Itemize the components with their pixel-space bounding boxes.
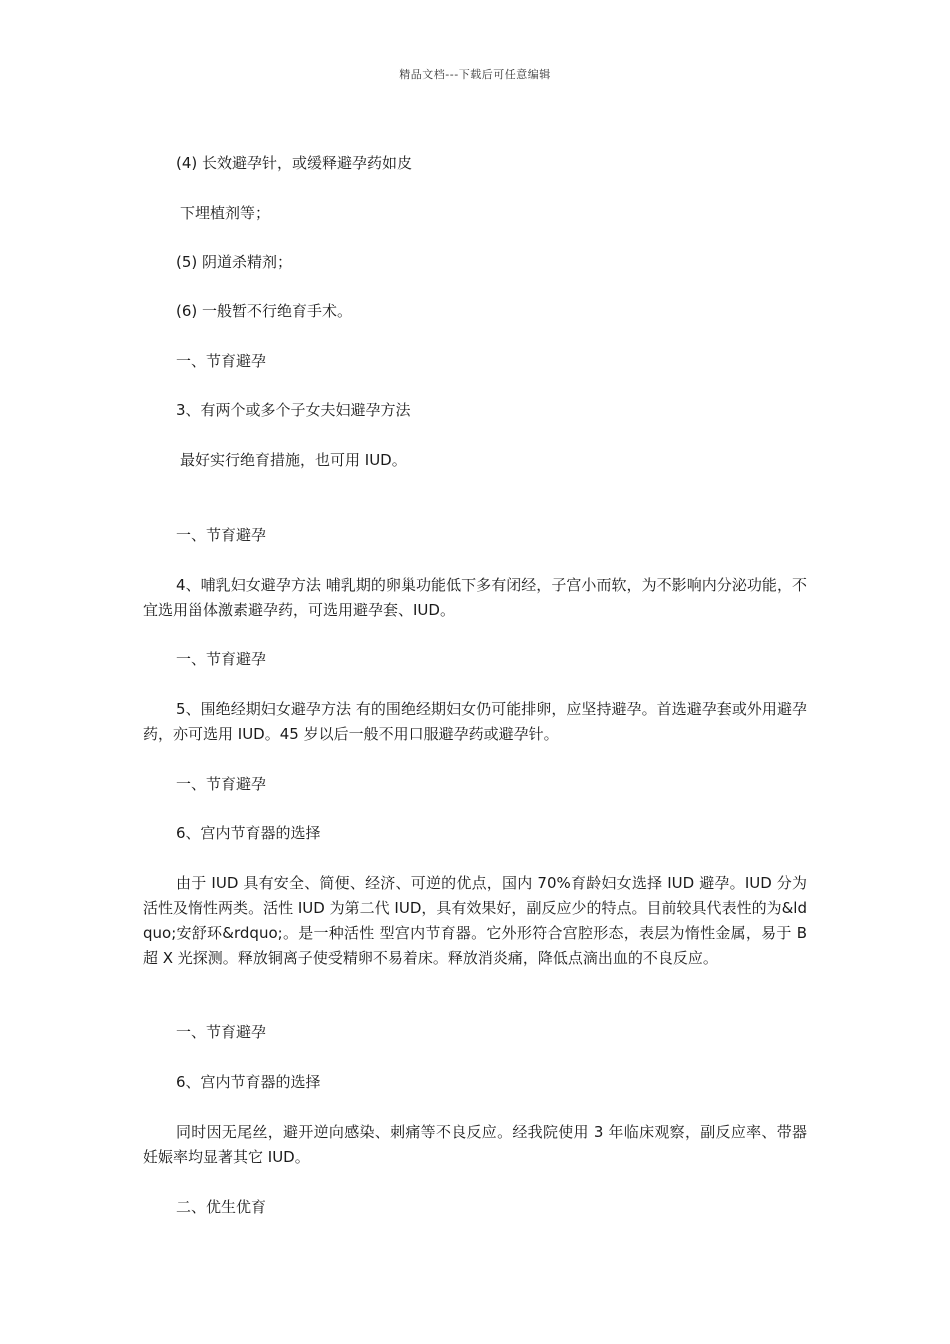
section-heading: 一、节育避孕 (176, 526, 267, 544)
paragraph-item-6: (6) 一般暂不行绝育手术。 (176, 302, 353, 320)
section-heading-eugenics: 二、优生优育 (176, 1198, 267, 1216)
paragraph-iud-intro: 由于 IUD 具有安全、简便、经济、可逆的优点，国内 70%育龄妇女选择 IUD 避孕。IUD 分为活性及惰性两类。活性 IUD 为第二代 IUD，具有效果好，副反应少的特点。目前较具代表性的为&ldquo;安舒环&rdquo;。是一种活性 型宫内节育器。它外形符合宫腔形态，表层为惰性金属，易于 B 超 X 光探测。释放铜离子使受精卵不易着床。释放消炎痛，降低点滴出血的不良反应。 (143, 874, 807, 967)
page-header: 精品文档---下载后可任意编辑 (399, 68, 551, 81)
section-heading: 一、节育避孕 (176, 1023, 267, 1041)
paragraph-iud-observation: 同时因无尾丝，避开逆向感染、刺痛等不良反应。经我院使用 3 年临床观察，副反应率、带器妊娠率均显著其它 IUD。 (143, 1123, 807, 1166)
section-heading: 一、节育避孕 (176, 352, 267, 370)
subsection-heading-6: 6、宫内节育器的选择 (176, 824, 321, 842)
subsection-heading-3: 3、有两个或多个子女夫妇避孕方法 (176, 401, 411, 419)
paragraph-implant: 下埋植剂等； (180, 204, 271, 222)
section-heading: 一、节育避孕 (176, 650, 267, 668)
subsection-heading-6: 6、宫内节育器的选择 (176, 1073, 321, 1091)
section-heading: 一、节育避孕 (176, 775, 267, 793)
paragraph-sterilization: 最好实行绝育措施，也可用 IUD。 (180, 451, 407, 469)
paragraph-perimenopause: 5、围绝经期妇女避孕方法 有的围绝经期妇女仍可能排卵，应坚持避孕。首选避孕套或外用避孕药，亦可选用 IUD。45 岁以后一般不用口服避孕药或避孕针。 (143, 700, 807, 743)
paragraph-item-4: (4) 长效避孕针，或缓释避孕药如皮 (176, 154, 413, 172)
paragraph-lactation: 4、哺乳妇女避孕方法 哺乳期的卵巢功能低下多有闭经，子宫小而软，为不影响内分泌功能，不宜选用甾体激素避孕药，可选用避孕套、IUD。 (143, 576, 807, 619)
paragraph-item-5: (5) 阴道杀精剂； (176, 253, 293, 271)
